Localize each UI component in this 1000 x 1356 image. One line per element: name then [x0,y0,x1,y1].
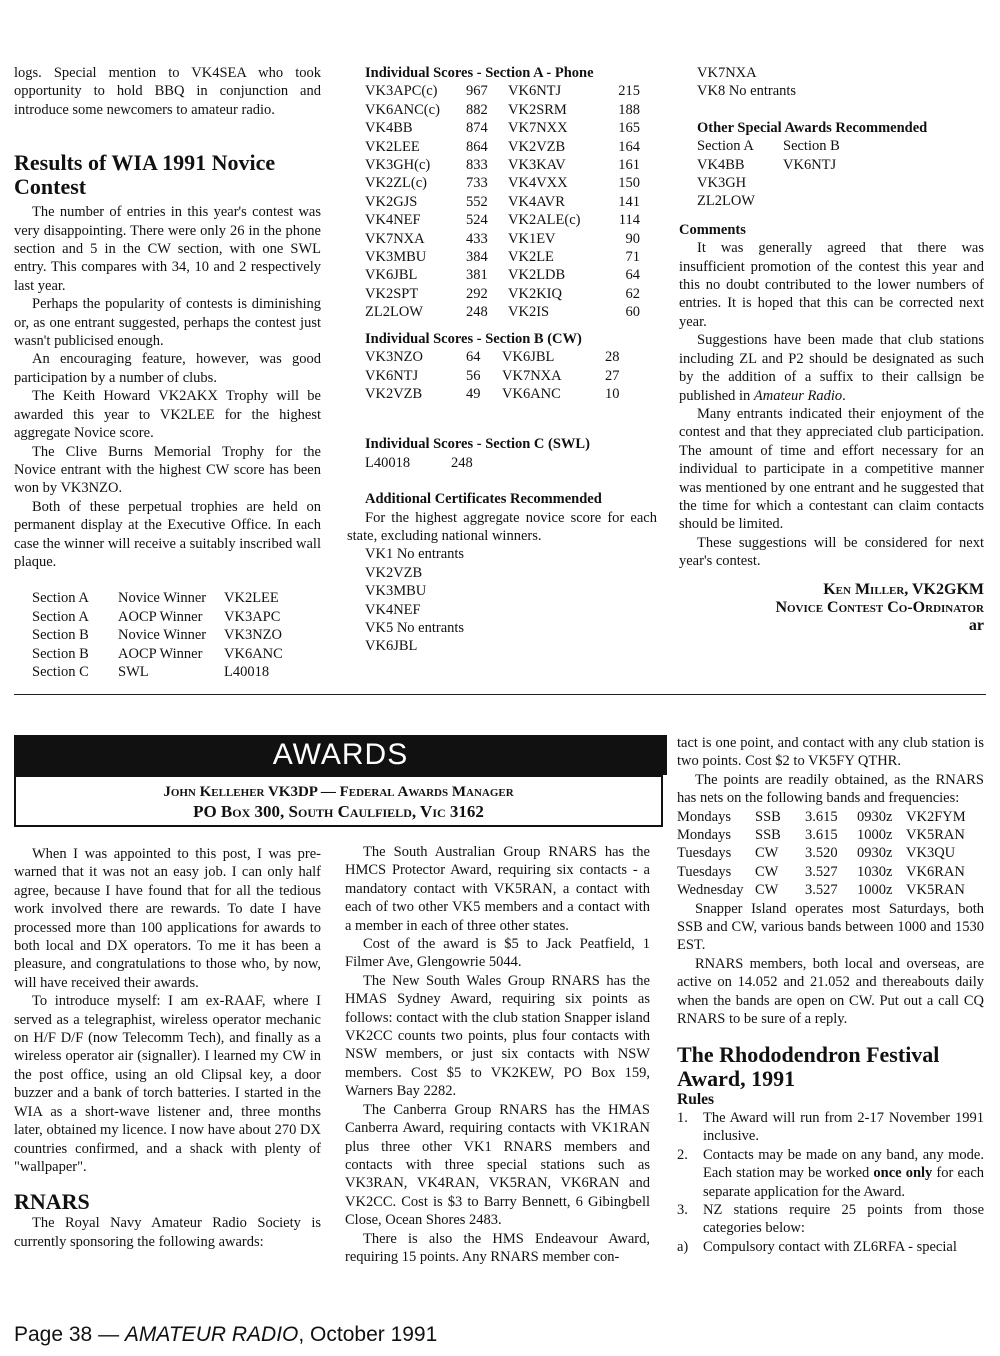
paragraph: Both of these perpetual trophies are held on permanent display at the Executive Office. In each case the winner will receive a suitably inscribed wall plaque. [14,498,321,570]
table-cell: VK2LEE [224,590,279,607]
table-row [32,663,283,681]
table-cell: Section C [32,663,89,680]
section-divider [14,694,986,695]
table-cell: 64 [625,267,640,284]
rhododendron-heading: The Rhododendron Festival Award, 1991 [677,1041,940,1091]
table-cell: VK3QU [906,845,956,862]
table-cell: VK5RAN [906,882,965,899]
table-cell: VK2LDB [508,267,566,284]
paragraph: It was generally agreed that there was insufficient promotion of the contest this year and this no doubt contributed to the lower numbers of entries. It is hoped that this can be corrected next year. [679,240,984,330]
table-cell: 28 [605,349,620,366]
table-cell: 10 [605,385,620,402]
section-b-title: Individual Scores - Section B (CW) [365,330,582,347]
table-cell: 3.520 [805,845,838,862]
table-cell: 62 [625,285,640,302]
table-cell: VK3APC [224,608,281,625]
paragraph: tact is one point, and contact with any club station is two points. Cost $2 to VK5FY QTHR. [677,735,984,770]
paragraph: There is also the HMS Endeavour Award, requiring 15 points. Any RNARS member con- [345,1230,650,1265]
table-cell: 248 [451,454,473,471]
issue-date: , October 1991 [298,1323,438,1346]
table-cell: VK2LE [508,249,554,266]
table-cell: Tuesdays [677,863,732,880]
winners-table [32,589,283,681]
table-cell: VK2VZB [508,138,566,155]
table-cell: 3.527 [805,882,838,899]
rule-item: 2. Contacts may be made on any band, any mode. Each station may be worked once only for each separate application for the Award. [677,1146,985,1200]
table-cell: VK3GH(c) [365,157,431,174]
table-row [677,863,984,881]
table-cell: 292 [466,285,488,302]
awards-manager-address: PO Box 300, South Caulfield, Vic 3162 [193,802,484,821]
table-row [365,82,640,100]
table-cell: VK2ZL(c) [365,175,428,192]
table-row [32,645,283,663]
end-mark: ar [968,617,984,635]
paragraph: Suggestions have been made that club stations including ZL and P2 should be designated as such by the addition of a suffix to their callsign be published in Amateur Radio. [679,332,984,404]
table-cell: VK3APC(c) [365,83,438,100]
table-cell: SWL [118,663,149,680]
table-cell: VK4BB [365,120,413,137]
table-row [32,626,283,644]
table-cell: Section A [697,138,754,155]
table-row [365,303,640,321]
table-cell: VK7NXA [365,230,425,247]
section-c-title: Individual Scores - Section C (SWL) [365,436,590,453]
table-cell: 882 [466,101,488,118]
table-cell: Mondays [677,808,731,825]
paragraph: The Keith Howard VK2AKX Trophy will be awarded this year to VK2LEE for the highest aggregate Novice score. [14,388,321,442]
table-cell: 161 [618,157,640,174]
table-cell: 384 [466,249,488,266]
table-row [697,192,873,210]
paragraph: These suggestions will be considered for next year's contest. [679,534,984,570]
rules-title: Rules [677,1090,715,1108]
table-cell: AOCP Winner [118,608,203,625]
table-cell: VK3MBU [365,249,427,266]
table-cell: 165 [618,120,640,137]
paragraph: To introduce myself: I am ex-RAAF, where I served as a telegraphist, wireless operator mechanic on H/F D/F (now Telecomm Tech), and finally as a wireless operator air (signaller). I learned my CW in the post office, using an old Clipsal key, a door buzzer and a bank of torch batteries. I started in the WIA as a short-wave listener and, three months later, obtained my licence. I now have about 270 DX countries confirmed, and a shack with plenty of "wallpaper". [14,993,321,1175]
paragraph: The number of entries in this year's contest was very disappointing. There were only 26 in the phone section and 5 in the CW section, with one SWL entry. This compares with 34, 10 and 2 respectively last year. [14,204,321,294]
table-cell: 3.527 [805,863,838,880]
table-cell: VK4NEF [365,212,421,229]
table-cell: VK2GJS [365,193,418,210]
table-cell: ZL2LOW [365,304,423,321]
table-row [365,138,640,156]
table-cell: VK6ANC(c) [365,101,440,118]
paragraph: RNARS members, both local and overseas, are active on 14.052 and 21.052 and thereabouts daily when the bands are open on CW. Put out a call CQ RNARS to be sure of a reply. [677,955,984,1028]
table-cell: VK2LEE [365,138,420,155]
table-cell: 188 [618,101,640,118]
table-cell: Novice Winner [118,590,207,607]
table-cell: SSB [755,827,781,844]
table-cell: CW [755,845,779,862]
table-cell: 524 [466,212,488,229]
table-row [365,156,640,174]
awards-column-1 [14,845,321,1251]
table-cell: 114 [618,212,640,229]
signature-title: Novice Contest Co-Ordinator [775,598,984,616]
table-cell: Tuesdays [677,845,732,862]
section-a-table [365,82,640,321]
table-cell: 64 [466,349,481,366]
table-cell: 864 [466,138,488,155]
table-cell: 1000z [857,882,893,899]
table-cell [783,174,873,192]
table-cell: VK3NZO [224,627,282,644]
table-row [365,367,640,385]
table-cell: Section B [32,627,89,644]
table-cell: VK2VZB [365,385,423,402]
table-cell: ZL2LOW [697,193,755,210]
table-row [677,808,984,826]
table-cell: VK2IS [508,304,550,321]
list-item: VK5 No entrants [365,619,465,636]
table-cell: 0930z [857,845,893,862]
nets-table [677,808,984,900]
table-cell: VK6ANC [502,385,561,402]
table-cell: VK6ANC [224,645,283,662]
table-cell: 967 [466,83,488,100]
table-cell: 49 [466,385,481,402]
table-cell: L40018 [365,454,411,471]
table-row [677,844,984,862]
paragraph: An encouraging feature, however, was good participation by a number of clubs. [14,351,321,386]
table-cell: VK6RAN [906,863,965,880]
table-cell: AOCP Winner [118,645,203,662]
paragraph: Many entrants indicated their enjoyment of the contest and that they appreciated club participation. The amount of time and effort necessary for an individual to participate in a competitive manner was mentioned by one entrant and he suggested that the time for which a contestant can claim contacts should be limited. [679,405,984,533]
table-cell: VK2ALE(c) [508,212,581,229]
table-row [365,248,640,266]
section-b-table [365,348,640,403]
table-cell: VK2SPT [365,285,419,302]
rule-item: a) Compulsory contact with ZL6RFA - special [677,1238,957,1255]
table-cell: 874 [466,120,488,137]
table-cell: VK4AVR [508,193,565,210]
table-cell: 552 [466,193,488,210]
table-cell: SSB [755,808,781,825]
table-row [365,174,640,192]
table-cell: 3.615 [805,808,838,825]
table-cell: Section B [32,645,89,662]
section-a-title: Individual Scores - Section A - Phone [365,65,594,81]
table-cell: CW [755,882,779,899]
paragraph: The Clive Burns Memorial Trophy for the Novice entrant with the highest CW score has been won by VK3NZO. [14,443,321,497]
paragraph: The New South Wales Group RNARS has the HMAS Sydney Award, requiring six points as follows: contact with the club station Snapper island VK2CC counts two points, plus four contacts with NSW members, or just six contacts with NSW members. Cost $5 to VK2KEW, PO Box 159, Warners Bay 2282. [345,972,650,1100]
paragraph: The Canberra Group RNARS has the HMAS Canberra Award, requiring contacts with VK1RAN plus three other VK1 RNARS members and contacts with three special stations such as VK3RAN, VK4RAN, VK5RAN, VK6RAN and VK2CC. Cost is $3 to Barry Bennett, 6 Gibingbell Close, Ocean Shores 2483. [345,1101,650,1229]
table-cell: 150 [618,175,640,192]
table-cell: Wednesday [677,882,744,899]
table-cell: VK3KAV [508,157,566,174]
awards-manager-box [14,775,663,827]
additional-certificates-intro: For the highest aggregate novice score for each state, excluding national winners. [347,509,657,544]
special-awards-table [697,137,873,211]
table-cell: VK7NXA [502,367,562,384]
table-cell: VK3NZO [365,349,423,366]
rnars-heading: RNARS [14,1189,90,1215]
table-cell: 56 [466,367,481,384]
paragraph: The Royal Navy Amateur Radio Society is currently sponsoring the following awards: [14,1215,321,1250]
table-cell: VK2FYM [906,808,966,825]
table-cell: 164 [618,138,640,155]
page-footer [14,1322,437,1348]
table-row [697,174,873,192]
table-row [365,101,640,119]
paragraph: The points are readily obtained, as the RNARS has nets on the following bands and frequencies: [677,771,984,807]
magazine-title: AMATEUR RADIO [124,1323,299,1346]
table-cell: Section A [32,608,89,625]
list-item: VK2VZB [365,564,423,581]
table-cell: VK5RAN [906,827,965,844]
table-cell: 27 [605,367,620,384]
table-cell: VK4VXX [508,175,568,192]
table-cell: 0930z [857,808,893,825]
scores-column [347,64,657,656]
table-row [32,589,283,607]
contest-column-1 [14,64,321,681]
intro-paragraph: logs. Special mention to VK4SEA who took opportunity to hold BBQ in conjunction and introduce some newcomers to amateur radio. [14,65,321,118]
special-awards-title: Other Special Awards Recommended [697,119,928,136]
comments-title: Comments [679,221,746,238]
table-cell: VK6JBL [502,349,555,366]
paragraph: The South Australian Group RNARS has the HMCS Protector Award, requiring six contacts - a mandatory contact with VK5RAN, a contact with each of two other VK5 members and a contact with a member in each of three other states. [345,844,650,934]
table-cell: 60 [625,304,640,321]
table-row [677,881,984,899]
contest-heading: Results of WIA 1991 Novice Contest [14,150,276,200]
additional-certificates-title: Additional Certificates Recommended [365,491,602,508]
table-cell: VK4BB [697,156,745,173]
table-cell: VK2KIQ [508,285,562,302]
table-row [365,266,640,284]
paragraph: Perhaps the popularity of contests is diminishing or, as one entrant suggested, perhaps the contest just wasn't publicised enough. [14,296,321,350]
list-item: VK7NXA [697,65,757,81]
table-row [365,193,640,211]
table-cell: 433 [466,230,488,247]
table-cell: 90 [625,230,640,247]
table-row [365,385,640,403]
awards-banner: AWARDS [14,735,667,775]
table-cell: Novice Winner [118,627,207,644]
table-cell: Section A [32,590,89,607]
table-row [697,156,873,174]
table-cell: VK6NTJ [508,83,562,100]
paragraph: When I was appointed to this post, I was pre-warned that it was not an easy job. I can only half agree, because I have found that for all the tedious work involved there are rewards. To date I have processed more than 100 applications for awards to both local and DX operators. To me it has been a pleasure, and congratulations to those who, by now, will have received their awards. [14,846,321,991]
list-item: VK8 No entrants [697,83,797,100]
table-row [365,454,491,472]
list-item: VK4NEF [365,601,421,618]
table-cell: VK6NTJ [783,156,837,173]
table-cell: 381 [466,267,488,284]
rule-item: 1. The Award will run from 2-17 November 1991 inclusive. [677,1109,984,1145]
table-cell: 141 [618,193,640,210]
table-cell: 71 [625,249,640,266]
table-cell: VK2SRM [508,101,567,118]
section-c-table [365,454,491,472]
table-cell: VK6NTJ [365,367,419,384]
state-list-continued [697,64,984,101]
table-cell: VK3GH [697,175,747,192]
paragraph: Snapper Island operates most Saturdays, both SSB and CW, various bands between 1000 and 1530 EST. [677,900,984,954]
table-row [677,826,984,844]
magazine-name: Amateur Radio [753,387,843,404]
table-row [365,348,640,366]
table-row [365,285,640,303]
table-cell: VK1EV [508,230,556,247]
table-cell: Section B [783,138,840,155]
list-item: VK3MBU [365,583,427,600]
table-cell: L40018 [224,663,270,680]
table-row [697,137,873,155]
table-cell: 3.615 [805,827,838,844]
list-item: VK1 No entrants [365,546,465,563]
awards-column-2 [345,843,650,1266]
table-row [365,119,640,137]
table-cell [783,192,873,210]
table-cell: 248 [466,304,488,321]
table-cell: Mondays [677,827,731,844]
awards-manager-name: John Kelleher VK3DP — Federal Awards Manager [163,784,514,800]
table-row [32,608,283,626]
table-cell: 1000z [857,827,893,844]
table-cell: VK7NXX [508,120,568,137]
paragraph: Cost of the award is $5 to Jack Peatfield, 1 Filmer Ave, Glengowrie 5044. [345,936,650,971]
rules-list [677,1109,984,1256]
additional-certificates-list [365,545,657,655]
table-cell: 833 [466,157,488,174]
table-cell: 215 [618,83,640,100]
list-item: VK6JBL [365,638,418,655]
rule-item: 3. NZ stations require 25 points from those categories below: [677,1201,984,1237]
awards-column-3 [677,734,984,1256]
signature-name: Ken Miller, VK2GKM [823,580,984,598]
table-cell: VK6JBL [365,267,418,284]
table-cell: 733 [466,175,488,192]
table-cell: CW [755,863,779,880]
table-cell: 1030z [857,863,893,880]
comments-column [679,64,984,636]
table-row [365,211,640,229]
table-row [365,230,640,248]
page-number: Page 38 — [14,1323,125,1346]
